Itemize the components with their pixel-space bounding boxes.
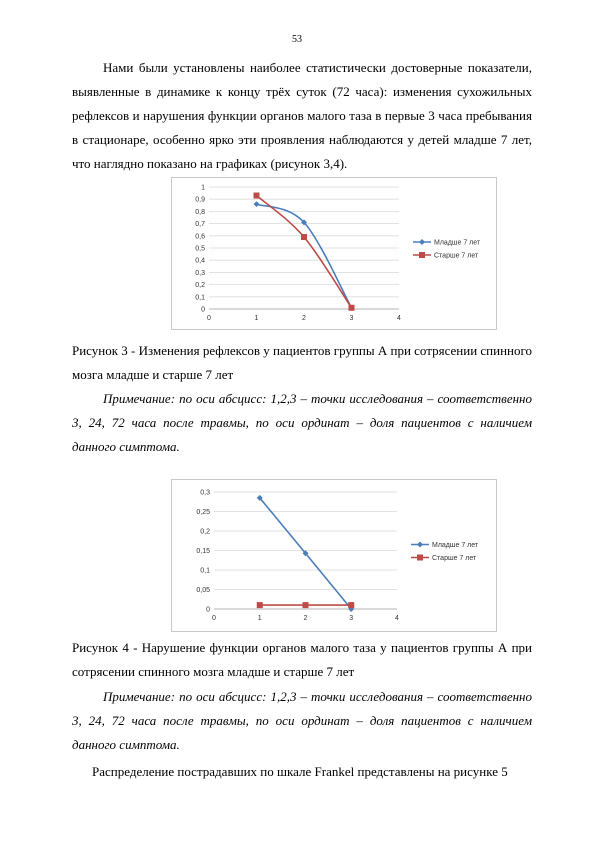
- c2-x-tick-label: 4: [395, 615, 399, 622]
- c1-legend-label-0: Младше 7 лет: [434, 239, 481, 247]
- c2-series-1-point: [257, 602, 263, 608]
- c2-legend-marker-1: [417, 555, 423, 561]
- c1-x-tick-label: 2: [302, 315, 306, 322]
- figure3-chart-svg: [172, 178, 496, 329]
- c1-y-tick-label: 0,1: [195, 294, 205, 302]
- c1-y-tick-label: 0,5: [195, 245, 205, 253]
- c2-y-tick-label: 0: [206, 606, 210, 614]
- c2-series-1-point: [348, 602, 354, 608]
- c2-x-tick-label: 3: [349, 615, 354, 622]
- c1-series-1-point: [254, 193, 260, 199]
- c1-series-1-point: [301, 234, 307, 240]
- c1-series-1-point: [349, 305, 355, 311]
- c2-legend-label-1: Старше 7 лет: [432, 555, 477, 562]
- c1-y-tick-label: 0,3: [195, 269, 205, 277]
- c1-y-tick-label: 0: [201, 306, 205, 314]
- c1-x-tick-label: 1: [254, 315, 259, 322]
- figure4-chart-svg: [172, 480, 496, 631]
- c1-x-tick-label: 4: [397, 315, 401, 322]
- page-number: 53: [292, 34, 302, 45]
- c1-series-0-point: [254, 201, 260, 207]
- c2-y-tick-label: 0,25: [196, 509, 210, 516]
- c1-series-1-line: [257, 196, 352, 308]
- c2-y-tick-label: 0,3: [200, 489, 210, 497]
- c1-y-tick-label: 0,2: [195, 282, 205, 290]
- figure4-chart: [171, 479, 497, 632]
- closing-paragraph: Распределение пострадавших по шкале Frankel представлены на рисунке 5: [92, 764, 508, 779]
- c2-x-tick-label: 2: [303, 615, 308, 622]
- intro-paragraph: Нами были установлены наиболее статистически достоверные показатели, выявленные в динамике к концу трёх суток (72 часа): изменения сухожильных рефлексов и нарушения функции органов малого таза в первые 3 часа пребывания в стационаре, особенно ярко эти проявления наблюдаются у детей младше 7 лет, что наглядно показано на графиках (рисунок 3,4).: [72, 60, 532, 171]
- c1-y-tick-label: 0,7: [195, 221, 205, 229]
- c1-legend-label-1: Старше 7 лет: [434, 252, 479, 260]
- c1-x-tick-label: 0: [207, 315, 211, 322]
- c1-legend-marker-0: [419, 239, 425, 245]
- c2-y-tick-label: 0,2: [200, 528, 210, 536]
- c1-y-tick-label: 0,9: [195, 196, 205, 204]
- c2-legend-marker-0: [417, 542, 423, 548]
- c2-y-tick-label: 0,1: [200, 567, 210, 575]
- c1-x-tick-label: 3: [349, 315, 354, 322]
- c1-y-tick-label: 0,4: [195, 257, 205, 265]
- c2-x-tick-label: 1: [257, 615, 262, 622]
- figure3-caption: Рисунок 3 - Изменения рефлексов у пациентов группы А при сотрясении спинного мозга младше и старше 7 лет: [72, 343, 533, 382]
- c2-y-tick-label: 0,15: [196, 548, 210, 555]
- c1-y-tick-label: 0,8: [195, 208, 205, 216]
- figure3-note: Примечание: по оси абсцисс: 1,2,3 – точки исследования – соответственно 3, 24, 72 часа после травмы, по оси ординат – доля пациентов с наличием данного симптома.: [72, 391, 532, 454]
- figure4-caption: Рисунок 4 - Нарушение функции органов малого таза у пациентов группы А при сотрясении спинного мозга младше и старше 7 лет: [72, 640, 532, 679]
- figure4-note: Примечание: по оси абсцисс: 1,2,3 – точки исследования – соответственно 3, 24, 72 часа после травмы, по оси ординат – доля пациентов с наличием данного симптома.: [72, 689, 532, 752]
- c1-legend-marker-1: [419, 252, 425, 258]
- c2-x-tick-label: 0: [212, 615, 216, 622]
- figure3-chart: [171, 177, 497, 330]
- c2-legend-label-0: Младше 7 лет: [432, 542, 479, 549]
- c1-y-tick-label: 1: [201, 184, 205, 192]
- c2-series-1-point: [303, 602, 309, 608]
- c2-y-tick-label: 0,05: [196, 587, 210, 594]
- c1-y-tick-label: 0,6: [195, 233, 205, 241]
